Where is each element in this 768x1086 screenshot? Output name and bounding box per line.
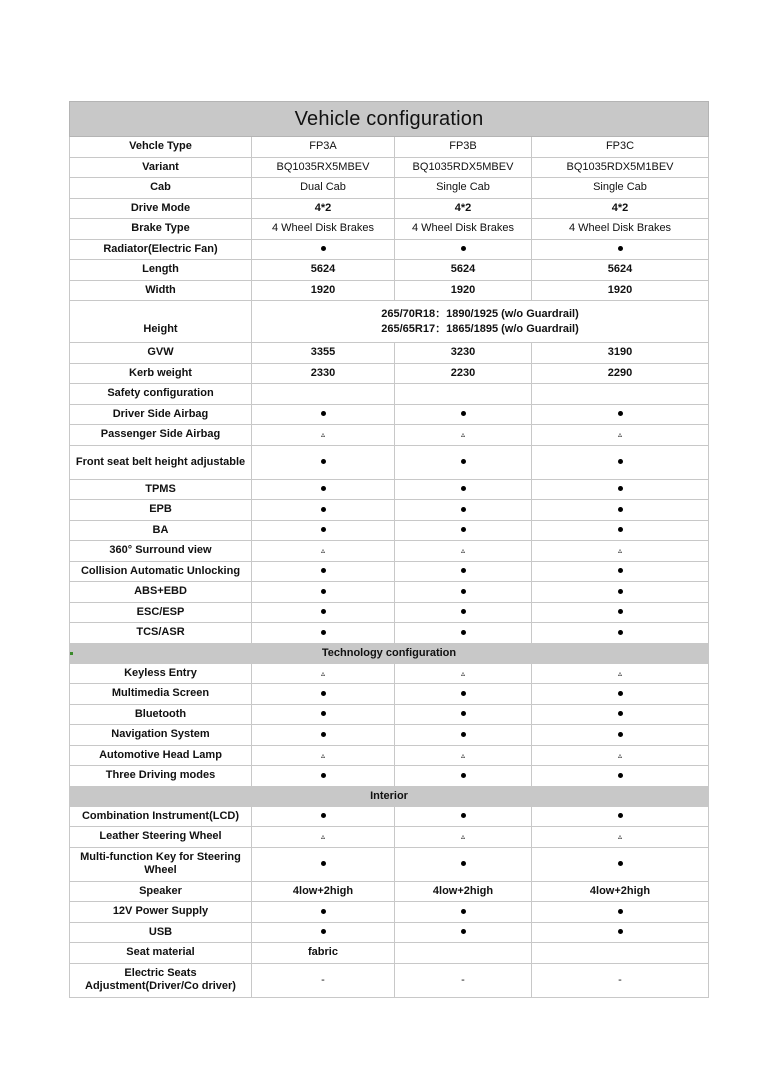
- standard-dot-icon: [618, 711, 623, 716]
- value-cell: [532, 725, 709, 746]
- standard-dot-icon: [618, 459, 623, 464]
- standard-dot-icon: [461, 411, 466, 416]
- optional-triangle-icon: ▵: [460, 668, 465, 678]
- value-cell: 4low+2high: [395, 881, 532, 902]
- value-cell: [252, 541, 395, 562]
- row-label: Kerb weight: [70, 363, 252, 384]
- table-row: [70, 363, 709, 384]
- value-cell: [252, 704, 395, 725]
- table-row: [70, 343, 709, 364]
- value-cell: [252, 561, 395, 582]
- value-cell: [532, 745, 709, 766]
- standard-dot-icon: [321, 711, 326, 716]
- standard-dot-icon: [461, 609, 466, 614]
- value-cell: 2330: [252, 363, 395, 384]
- value-cell: [532, 827, 709, 848]
- model-header-row: [70, 137, 709, 158]
- row-label: Radiator(Electric Fan): [70, 239, 252, 260]
- value-cell: [532, 663, 709, 684]
- margin-mark: [70, 652, 73, 655]
- value-cell: [395, 922, 532, 943]
- table-row: [70, 963, 709, 997]
- value-cell: [395, 404, 532, 425]
- value-cell: 5624: [252, 260, 395, 281]
- value-cell: [252, 602, 395, 623]
- table-row: [70, 425, 709, 446]
- row-label: GVW: [70, 343, 252, 364]
- value-cell: Single Cab: [532, 178, 709, 199]
- table-row: [70, 198, 709, 219]
- standard-dot-icon: [321, 929, 326, 934]
- standard-dot-icon: [461, 459, 466, 464]
- standard-dot-icon: [321, 568, 326, 573]
- standard-dot-icon: [618, 609, 623, 614]
- model-fp3a: FP3A: [252, 137, 395, 158]
- standard-dot-icon: [618, 861, 623, 866]
- standard-dot-icon: [321, 691, 326, 696]
- value-cell: 4 Wheel Disk Brakes: [395, 219, 532, 240]
- value-cell: [252, 684, 395, 705]
- value-cell: [395, 806, 532, 827]
- value-cell: [532, 425, 709, 446]
- row-label: Keyless Entry: [70, 663, 252, 684]
- value-cell: 4low+2high: [252, 881, 395, 902]
- row-label: Combination Instrument(LCD): [70, 806, 252, 827]
- value-cell: [532, 479, 709, 500]
- standard-dot-icon: [461, 527, 466, 532]
- table-row: [70, 479, 709, 500]
- row-label: Automotive Head Lamp: [70, 745, 252, 766]
- standard-dot-icon: [321, 861, 326, 866]
- value-cell: 1920: [252, 280, 395, 301]
- row-label: EPB: [70, 500, 252, 521]
- standard-dot-icon: [321, 246, 326, 251]
- value-cell: [532, 806, 709, 827]
- standard-dot-icon: [618, 527, 623, 532]
- standard-dot-icon: [461, 589, 466, 594]
- row-label: Passenger Side Airbag: [70, 425, 252, 446]
- value-cell: 4*2: [252, 198, 395, 219]
- value-cell: [395, 943, 532, 964]
- not-available-dash: -: [321, 973, 325, 986]
- value-cell: 1920: [532, 280, 709, 301]
- value-cell: [395, 561, 532, 582]
- value-cell: 1920: [395, 280, 532, 301]
- value-cell: [395, 663, 532, 684]
- standard-dot-icon: [618, 813, 623, 818]
- row-label: Bluetooth: [70, 704, 252, 725]
- optional-triangle-icon: ▵: [460, 832, 465, 842]
- value-cell: [532, 963, 709, 997]
- value-cell: [532, 445, 709, 479]
- row-label: TCS/ASR: [70, 623, 252, 644]
- table-row: [70, 806, 709, 827]
- vehicle-configuration-table: [69, 101, 709, 998]
- table-title: Vehicle configuration: [70, 102, 709, 137]
- standard-dot-icon: [618, 246, 623, 251]
- standard-dot-icon: [321, 909, 326, 914]
- standard-dot-icon: [461, 732, 466, 737]
- standard-dot-icon: [618, 630, 623, 635]
- table-row: [70, 582, 709, 603]
- standard-dot-icon: [321, 589, 326, 594]
- value-cell: BQ1035RDX5M1BEV: [532, 157, 709, 178]
- section-header-row: [70, 786, 709, 806]
- optional-triangle-icon: ▵: [618, 668, 623, 678]
- value-cell: [252, 500, 395, 521]
- standard-dot-icon: [461, 861, 466, 866]
- value-cell: [395, 602, 532, 623]
- row-label: Collision Automatic Unlocking: [70, 561, 252, 582]
- value-cell: [532, 623, 709, 644]
- value-cell: [532, 684, 709, 705]
- value-cell: 5624: [395, 260, 532, 281]
- value-cell: 2230: [395, 363, 532, 384]
- table-row: [70, 541, 709, 562]
- table-row: [70, 766, 709, 787]
- standard-dot-icon: [321, 732, 326, 737]
- table-row: [70, 500, 709, 521]
- optional-triangle-icon: ▵: [320, 750, 325, 760]
- table-row: [70, 602, 709, 623]
- row-label: 12V Power Supply: [70, 902, 252, 923]
- value-cell: [395, 684, 532, 705]
- table-row: [70, 404, 709, 425]
- optional-triangle-icon: ▵: [320, 668, 325, 678]
- row-label: Multi-function Key for Steering Wheel: [70, 847, 252, 881]
- not-available-dash: -: [461, 973, 465, 986]
- standard-dot-icon: [618, 732, 623, 737]
- value-cell: [252, 445, 395, 479]
- value-cell: [252, 766, 395, 787]
- standard-dot-icon: [461, 909, 466, 914]
- value-cell: [252, 479, 395, 500]
- value-cell: 4 Wheel Disk Brakes: [252, 219, 395, 240]
- row-label: Speaker: [70, 881, 252, 902]
- standard-dot-icon: [618, 773, 623, 778]
- standard-dot-icon: [618, 691, 623, 696]
- row-label: ESC/ESP: [70, 602, 252, 623]
- table-row: [70, 623, 709, 644]
- value-cell: [395, 541, 532, 562]
- empty-cell: [252, 384, 395, 405]
- table-row: [70, 827, 709, 848]
- row-label: Seat material: [70, 943, 252, 964]
- row-label: Width: [70, 280, 252, 301]
- row-label: Variant: [70, 157, 252, 178]
- height-label: Height: [143, 323, 178, 335]
- table-row: [70, 260, 709, 281]
- safety-heading-row: [70, 384, 709, 405]
- standard-dot-icon: [461, 568, 466, 573]
- height-line: 265/65R17：1865/1895 (w/o Guardrail): [381, 322, 579, 335]
- standard-dot-icon: [321, 773, 326, 778]
- table-row: [70, 219, 709, 240]
- standard-dot-icon: [618, 929, 623, 934]
- table-row: [70, 663, 709, 684]
- value-cell: [395, 582, 532, 603]
- table-row: [70, 922, 709, 943]
- table-row: [70, 239, 709, 260]
- optional-triangle-icon: ▵: [618, 430, 623, 440]
- table-row: [70, 725, 709, 746]
- row-label: Cab: [70, 178, 252, 199]
- value-cell: [252, 827, 395, 848]
- value-cell: [252, 425, 395, 446]
- value-cell: [252, 847, 395, 881]
- standard-dot-icon: [618, 507, 623, 512]
- table-row: [70, 280, 709, 301]
- row-label: Leather Steering Wheel: [70, 827, 252, 848]
- standard-dot-icon: [321, 813, 326, 818]
- row-label: Front seat belt height adjustable: [70, 445, 252, 479]
- standard-dot-icon: [461, 691, 466, 696]
- value-cell: 5624: [532, 260, 709, 281]
- row-label: Electric Seats Adjustment(Driver/Co driver): [70, 963, 252, 997]
- value-cell: [395, 239, 532, 260]
- value-cell: 3230: [395, 343, 532, 364]
- optional-triangle-icon: ▵: [618, 832, 623, 842]
- optional-triangle-icon: ▵: [320, 832, 325, 842]
- standard-dot-icon: [321, 609, 326, 614]
- value-cell: [395, 479, 532, 500]
- value-cell: Single Cab: [395, 178, 532, 199]
- value-cell: [532, 766, 709, 787]
- standard-dot-icon: [461, 773, 466, 778]
- standard-dot-icon: [461, 929, 466, 934]
- standard-dot-icon: [618, 568, 623, 573]
- row-label: Three Driving modes: [70, 766, 252, 787]
- row-label: USB: [70, 922, 252, 943]
- height-values: [252, 301, 709, 343]
- row-label: TPMS: [70, 479, 252, 500]
- value-cell: [532, 922, 709, 943]
- value-cell: [532, 847, 709, 881]
- value-cell: fabric: [252, 943, 395, 964]
- value-cell: [252, 922, 395, 943]
- section-heading: Interior: [70, 786, 709, 806]
- not-available-dash: -: [618, 973, 622, 986]
- optional-triangle-icon: ▵: [618, 750, 623, 760]
- value-cell: [252, 745, 395, 766]
- value-cell: [252, 239, 395, 260]
- value-cell: [252, 806, 395, 827]
- value-cell: BQ1035RDX5MBEV: [395, 157, 532, 178]
- value-cell: [532, 704, 709, 725]
- row-label: Multimedia Screen: [70, 684, 252, 705]
- value-cell: [252, 725, 395, 746]
- height-row: [70, 301, 709, 343]
- table-row: [70, 684, 709, 705]
- optional-triangle-icon: ▵: [460, 750, 465, 760]
- value-cell: [395, 902, 532, 923]
- value-cell: [532, 500, 709, 521]
- optional-triangle-icon: ▵: [460, 546, 465, 556]
- value-cell: [252, 404, 395, 425]
- table-row: [70, 561, 709, 582]
- standard-dot-icon: [321, 527, 326, 532]
- standard-dot-icon: [321, 507, 326, 512]
- value-cell: 4*2: [532, 198, 709, 219]
- optional-triangle-icon: ▵: [460, 430, 465, 440]
- table-row: [70, 520, 709, 541]
- row-label: Drive Mode: [70, 198, 252, 219]
- row-label: Navigation System: [70, 725, 252, 746]
- model-fp3b: FP3B: [395, 137, 532, 158]
- value-cell: [532, 541, 709, 562]
- optional-triangle-icon: ▵: [320, 430, 325, 440]
- table-row: [70, 943, 709, 964]
- table-row: [70, 178, 709, 199]
- value-cell: [395, 425, 532, 446]
- value-cell: [395, 725, 532, 746]
- value-cell: [532, 520, 709, 541]
- value-cell: [532, 404, 709, 425]
- value-cell: [252, 663, 395, 684]
- title-row: [70, 102, 709, 137]
- value-cell: Dual Cab: [252, 178, 395, 199]
- standard-dot-icon: [321, 630, 326, 635]
- value-cell: [532, 902, 709, 923]
- standard-dot-icon: [461, 246, 466, 251]
- value-cell: [395, 623, 532, 644]
- value-cell: [532, 561, 709, 582]
- value-cell: [395, 745, 532, 766]
- value-cell: [252, 623, 395, 644]
- section-heading: Technology configuration: [70, 643, 709, 663]
- value-cell: BQ1035RX5MBEV: [252, 157, 395, 178]
- section-header-row: [70, 643, 709, 663]
- value-cell: 3190: [532, 343, 709, 364]
- standard-dot-icon: [461, 507, 466, 512]
- standard-dot-icon: [321, 459, 326, 464]
- value-cell: [395, 963, 532, 997]
- standard-dot-icon: [321, 486, 326, 491]
- table-row: [70, 445, 709, 479]
- value-cell: 4 Wheel Disk Brakes: [532, 219, 709, 240]
- value-cell: 4low+2high: [532, 881, 709, 902]
- table-row: [70, 157, 709, 178]
- value-cell: [252, 902, 395, 923]
- standard-dot-icon: [461, 813, 466, 818]
- table-row: [70, 881, 709, 902]
- value-cell: 3355: [252, 343, 395, 364]
- value-cell: [395, 827, 532, 848]
- value-cell: [532, 239, 709, 260]
- row-label: 360° Surround view: [70, 541, 252, 562]
- empty-cell: [532, 384, 709, 405]
- optional-triangle-icon: ▵: [618, 546, 623, 556]
- standard-dot-icon: [618, 411, 623, 416]
- value-cell: [252, 963, 395, 997]
- row-label: Driver Side Airbag: [70, 404, 252, 425]
- value-cell: [532, 602, 709, 623]
- value-cell: 4*2: [395, 198, 532, 219]
- standard-dot-icon: [618, 909, 623, 914]
- standard-dot-icon: [618, 486, 623, 491]
- standard-dot-icon: [461, 630, 466, 635]
- row-label: BA: [70, 520, 252, 541]
- value-cell: [532, 943, 709, 964]
- empty-cell: [395, 384, 532, 405]
- model-fp3c: FP3C: [532, 137, 709, 158]
- value-cell: [532, 582, 709, 603]
- value-cell: [252, 582, 395, 603]
- value-cell: [395, 704, 532, 725]
- row-label: Length: [70, 260, 252, 281]
- standard-dot-icon: [321, 411, 326, 416]
- value-cell: [252, 520, 395, 541]
- height-line: 265/70R18：1890/1925 (w/o Guardrail): [381, 307, 579, 320]
- table-row: [70, 847, 709, 881]
- value-cell: [395, 520, 532, 541]
- value-cell: [395, 847, 532, 881]
- safety-heading: Safety configuration: [70, 384, 252, 405]
- optional-triangle-icon: ▵: [320, 546, 325, 556]
- value-cell: [395, 500, 532, 521]
- table-row: [70, 902, 709, 923]
- value-cell: 2290: [532, 363, 709, 384]
- row-label: Brake Type: [70, 219, 252, 240]
- standard-dot-icon: [461, 711, 466, 716]
- value-cell: [395, 766, 532, 787]
- table-row: [70, 745, 709, 766]
- row-label: ABS+EBD: [70, 582, 252, 603]
- table-row: [70, 704, 709, 725]
- row-label: Vehcle Type: [70, 137, 252, 158]
- row-label: [70, 301, 252, 343]
- standard-dot-icon: [461, 486, 466, 491]
- standard-dot-icon: [618, 589, 623, 594]
- value-cell: [395, 445, 532, 479]
